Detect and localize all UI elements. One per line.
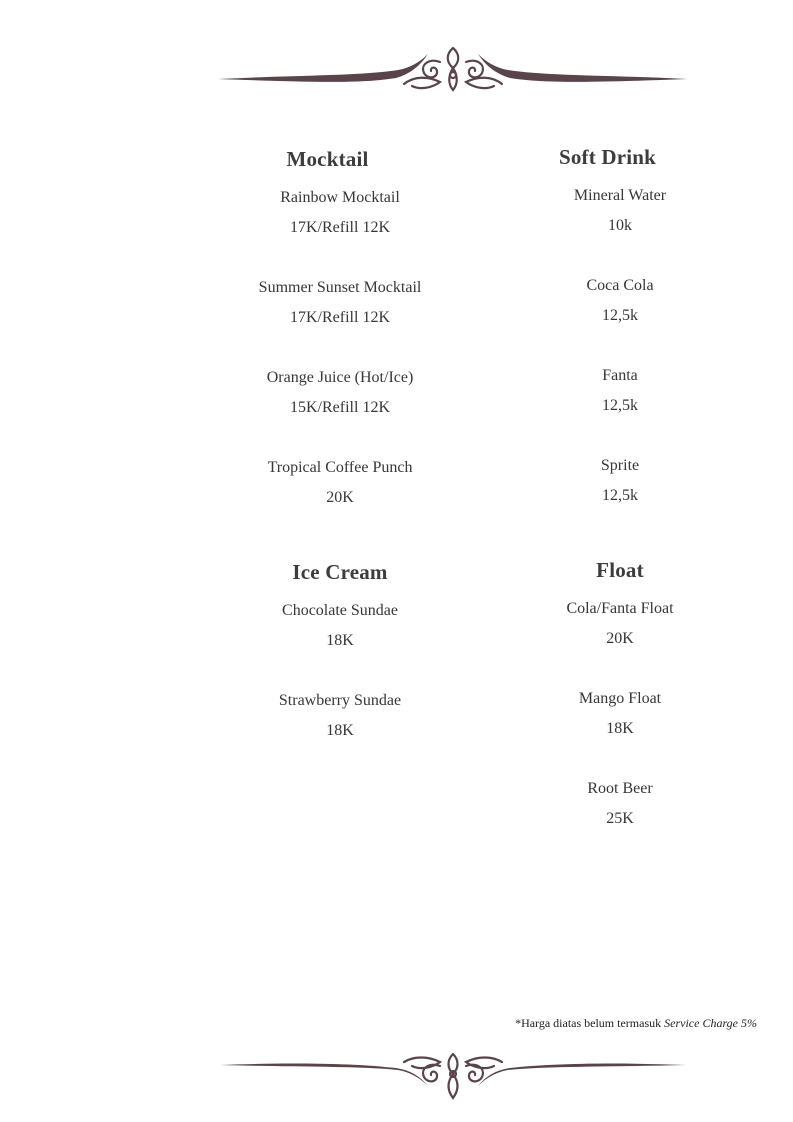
top-scroll-ornament-icon [0,40,793,110]
item-price: 12,5k [602,307,638,324]
menu-item [505,451,735,511]
item-name: Mineral Water [573,187,667,204]
item-price: 17K/Refill 12K [290,219,390,236]
menu-item [225,686,455,746]
footnote-text: *Harga diatas belum termasuk [515,1016,665,1030]
menu-item [225,363,455,423]
float-section [505,558,735,864]
mocktail-section [225,147,455,543]
item-name: Coca Cola [586,277,654,294]
ice-cream-section [225,560,455,776]
footnote-emphasis: Service Charge 5% [664,1016,757,1030]
item-name: Fanta [602,367,638,384]
item-price: 15K/Refill 12K [290,399,390,416]
menu-item [225,596,455,656]
bottom-scroll-ornament-icon [0,1046,793,1116]
item-name: Summer Sunset Mocktail [258,279,422,296]
item-price: 12,5k [602,397,638,414]
item-price: 25K [606,810,634,827]
item-name: Strawberry Sundae [278,692,402,709]
menu-item [505,684,735,744]
menu-item [505,361,735,421]
item-price: 20K [326,489,354,506]
item-name: Mango Float [578,690,662,707]
item-price: 18K [606,720,634,737]
mocktail-heading: Mocktail [286,147,369,171]
item-name: Root Beer [587,780,653,797]
item-name: Cola/Fanta Float [566,600,674,617]
menu-item [225,453,455,513]
float-heading: Float [596,558,644,582]
menu-item [225,183,455,243]
item-price: 18K [326,722,354,739]
ice-cream-heading: Ice Cream [292,560,388,584]
item-name: Chocolate Sundae [282,602,398,619]
item-name: Tropical Coffee Punch [267,459,413,476]
soft-drink-section [505,145,735,541]
item-name: Sprite [600,457,640,474]
menu-item [225,273,455,333]
item-price: 17K/Refill 12K [290,309,390,326]
item-price: 12,5k [602,487,638,504]
menu-item [505,594,735,654]
item-price: 20K [606,630,634,647]
menu-item [505,181,735,241]
menu-item [505,271,735,331]
item-price: 10k [608,217,632,234]
item-name: Rainbow Mocktail [280,189,400,206]
menu-item [505,774,735,834]
item-price: 18K [326,632,354,649]
item-name: Orange Juice (Hot/Ice) [266,369,414,386]
service-charge-note [515,1016,757,1031]
soft-drink-heading: Soft Drink [558,145,657,169]
